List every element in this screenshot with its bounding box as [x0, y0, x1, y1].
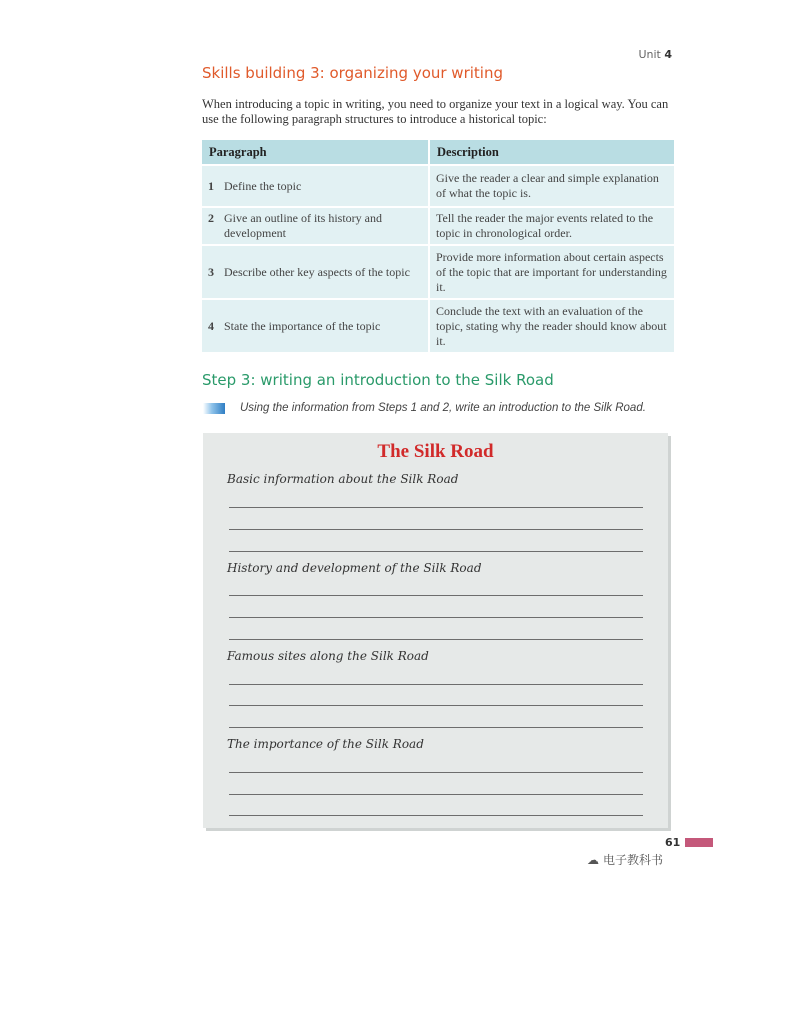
paragraph-text: State the importance of the topic	[224, 318, 381, 333]
table-row	[202, 165, 674, 207]
description-cell: Give the reader a clear and simple explanation of what the topic is.	[429, 165, 674, 207]
writing-line[interactable]	[229, 617, 643, 618]
table-row	[202, 299, 674, 353]
writing-line[interactable]	[229, 815, 643, 816]
description-cell: Conclude the text with an evaluation of the topic, stating why the reader should know about it.	[429, 299, 674, 353]
row-number: 3	[208, 264, 214, 279]
paragraph-structure-table	[202, 140, 674, 354]
table-row	[202, 245, 674, 299]
row-number: 4	[208, 318, 214, 333]
page-number-bar	[685, 838, 713, 847]
section-label-history: History and development of the Silk Road	[227, 561, 482, 575]
watermark	[587, 851, 663, 868]
writing-line[interactable]	[229, 794, 643, 795]
paragraph-cell	[202, 165, 429, 207]
paragraph-text: Describe other key aspects of the topic	[224, 264, 410, 279]
writing-line[interactable]	[229, 529, 643, 530]
writing-worksheet	[203, 433, 668, 828]
writing-line[interactable]	[229, 595, 643, 596]
row-number: 1	[208, 178, 214, 193]
unit-label	[638, 48, 672, 61]
intro-paragraph: When introducing a topic in writing, you need to organize your text in a logical way. You can use the following paragraph structures to introduce a historical topic:	[202, 97, 669, 126]
section-label-famous-sites: Famous sites along the Silk Road	[227, 649, 429, 663]
wechat-icon: ☁	[587, 853, 599, 867]
table-header-row	[202, 140, 674, 165]
writing-line[interactable]	[229, 705, 643, 706]
step-heading: Step 3: writing an introduction to the Silk Road	[202, 371, 554, 389]
section-label-basic-info: Basic information about the Silk Road	[227, 472, 459, 486]
worksheet-title: The Silk Road	[377, 441, 494, 462]
description-cell: Provide more information about certain aspects of the topic that are important for understanding it.	[429, 245, 674, 299]
paragraph-text: Define the topic	[224, 178, 302, 193]
paragraph-cell	[202, 245, 429, 299]
writing-line[interactable]	[229, 507, 643, 508]
writing-line[interactable]	[229, 684, 643, 685]
unit-number: 4	[664, 48, 672, 61]
writing-line[interactable]	[229, 772, 643, 773]
instruction-marker-icon	[203, 403, 225, 414]
skills-heading: Skills building 3: organizing your writing	[202, 64, 503, 82]
paragraph-cell	[202, 299, 429, 353]
paragraph-cell	[202, 207, 429, 245]
table-header-paragraph: Paragraph	[202, 140, 429, 165]
unit-prefix: Unit	[638, 48, 661, 61]
section-label-importance: The importance of the Silk Road	[227, 737, 424, 751]
writing-line[interactable]	[229, 639, 643, 640]
watermark-text: 电子教科书	[603, 853, 664, 867]
page-number: 61	[665, 836, 681, 849]
paragraph-text: Give an outline of its history and development	[224, 211, 382, 240]
writing-line[interactable]	[229, 727, 643, 728]
writing-line[interactable]	[229, 551, 643, 552]
instruction-text: Using the information from Steps 1 and 2, write an introduction to the Silk Road.	[240, 402, 646, 414]
row-number: 2	[208, 211, 214, 225]
table-row	[202, 207, 674, 245]
description-cell: Tell the reader the major events related to the topic in chronological order.	[429, 207, 674, 245]
table-header-description: Description	[429, 140, 674, 165]
